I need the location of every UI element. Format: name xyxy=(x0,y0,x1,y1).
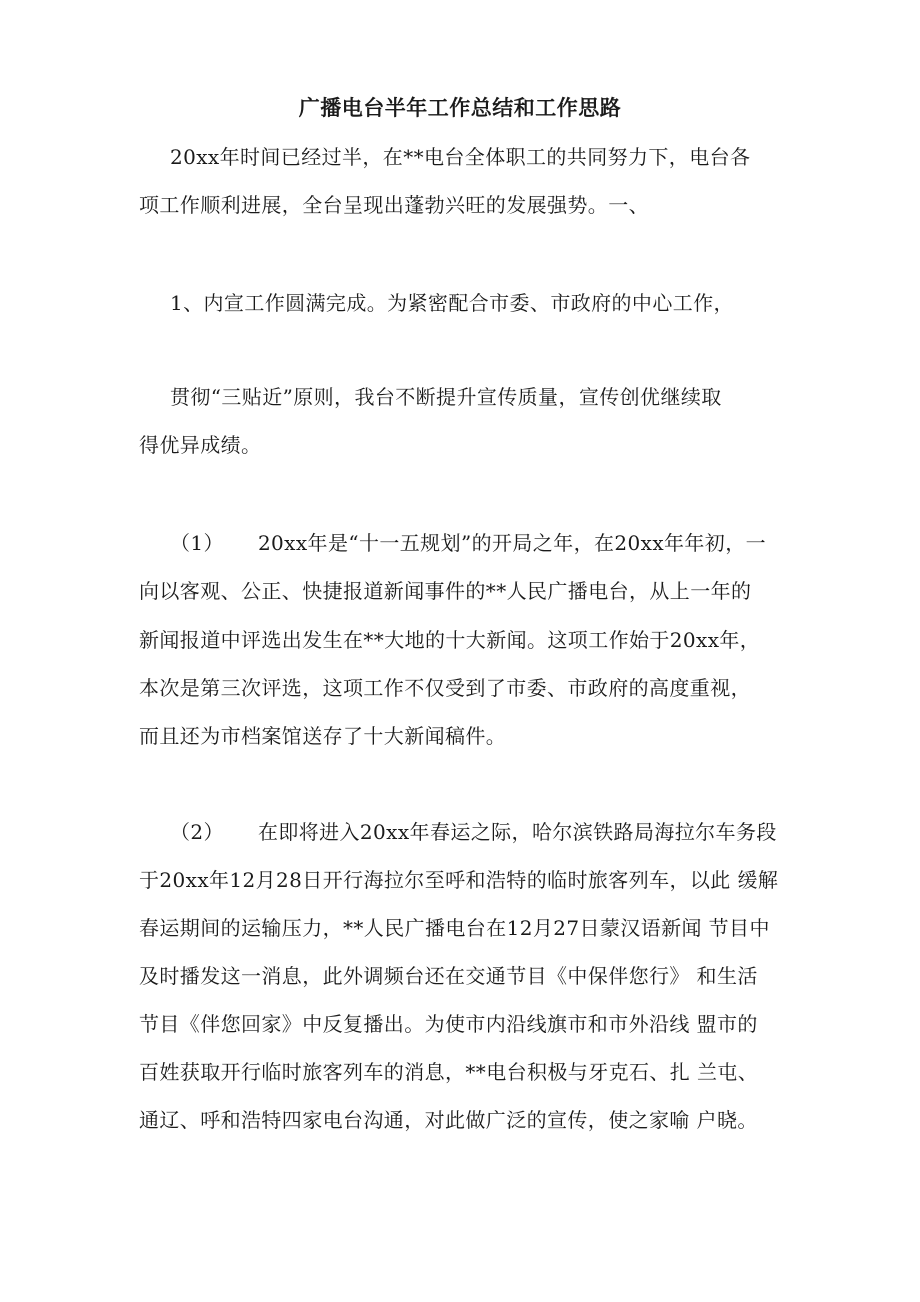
intro-paragraph-line: 项工作顺利进展，全台呈现出蓬勃兴旺的发展强势。一、 xyxy=(139,193,649,217)
document-title: 广播电台半年工作总结和工作思路 xyxy=(298,95,622,120)
item1-marker: （1） xyxy=(170,531,224,555)
item1-paragraph-line: 而且还为市档案馆送存了十大新闻稿件。 xyxy=(139,724,507,748)
item1-first-line xyxy=(170,527,766,559)
item2-paragraph-line: 节目《伴您回家》中反复播出。为使市内沿线旗市和市外沿线 盟市的 xyxy=(139,1012,758,1036)
item1-paragraph-line: 本次是第三次评选，这项工作不仅受到了市委、市政府的高度重视， xyxy=(139,676,751,700)
item2-paragraph-line: 通辽、呼和浩特四家电台沟通，对此做广泛的宣传，使之家喻 户晓。 xyxy=(139,1108,758,1132)
item2-paragraph-line: 及时播发这一消息，此外调频台还在交通节目《中保伴您行》 和生活 xyxy=(139,964,758,988)
section2-paragraph-line: 得优异成绩。 xyxy=(139,433,262,457)
item2-text: 在即将进入20xx年春运之际，哈尔滨铁路局海拉尔车务段 xyxy=(257,820,777,844)
item2-first-line xyxy=(170,816,777,848)
item2-paragraph-line: 春运期间的运输压力，**人民广播电台在12月27日蒙汉语新闻 节目中 xyxy=(139,916,770,940)
item1-paragraph-line: 向以客观、公正、快捷报道新闻事件的**人民广播电台，从上一年的 xyxy=(139,579,752,603)
intro-paragraph-line: 20xx年时间已经过半，在**电台全体职工的共同努力下，电台各 xyxy=(170,145,751,169)
section2-paragraph-line: 贯彻“三贴近”原则，我台不断提升宣传质量，宣传创优继续取 xyxy=(170,385,722,409)
item1-text: 20xx年是“十一五规划”的开局之年，在20xx年年初，一 xyxy=(257,531,767,555)
item2-paragraph-line: 于20xx年12月28日开行海拉尔至呼和浩特的临时旅客列车，以此 缓解 xyxy=(139,868,779,892)
item2-marker: （2） xyxy=(170,820,224,844)
item1-paragraph-line: 新闻报道中评选出发生在**大地的十大新闻。这项工作始于20xx年， xyxy=(139,628,761,652)
section1-paragraph-line: 1、内宣工作圆满完成。为紧密配合市委、市政府的中心工作， xyxy=(170,291,734,315)
item2-paragraph-line: 百姓获取开行临时旅客列车的消息，**电台积极与牙克石、扎 兰屯、 xyxy=(139,1060,759,1084)
